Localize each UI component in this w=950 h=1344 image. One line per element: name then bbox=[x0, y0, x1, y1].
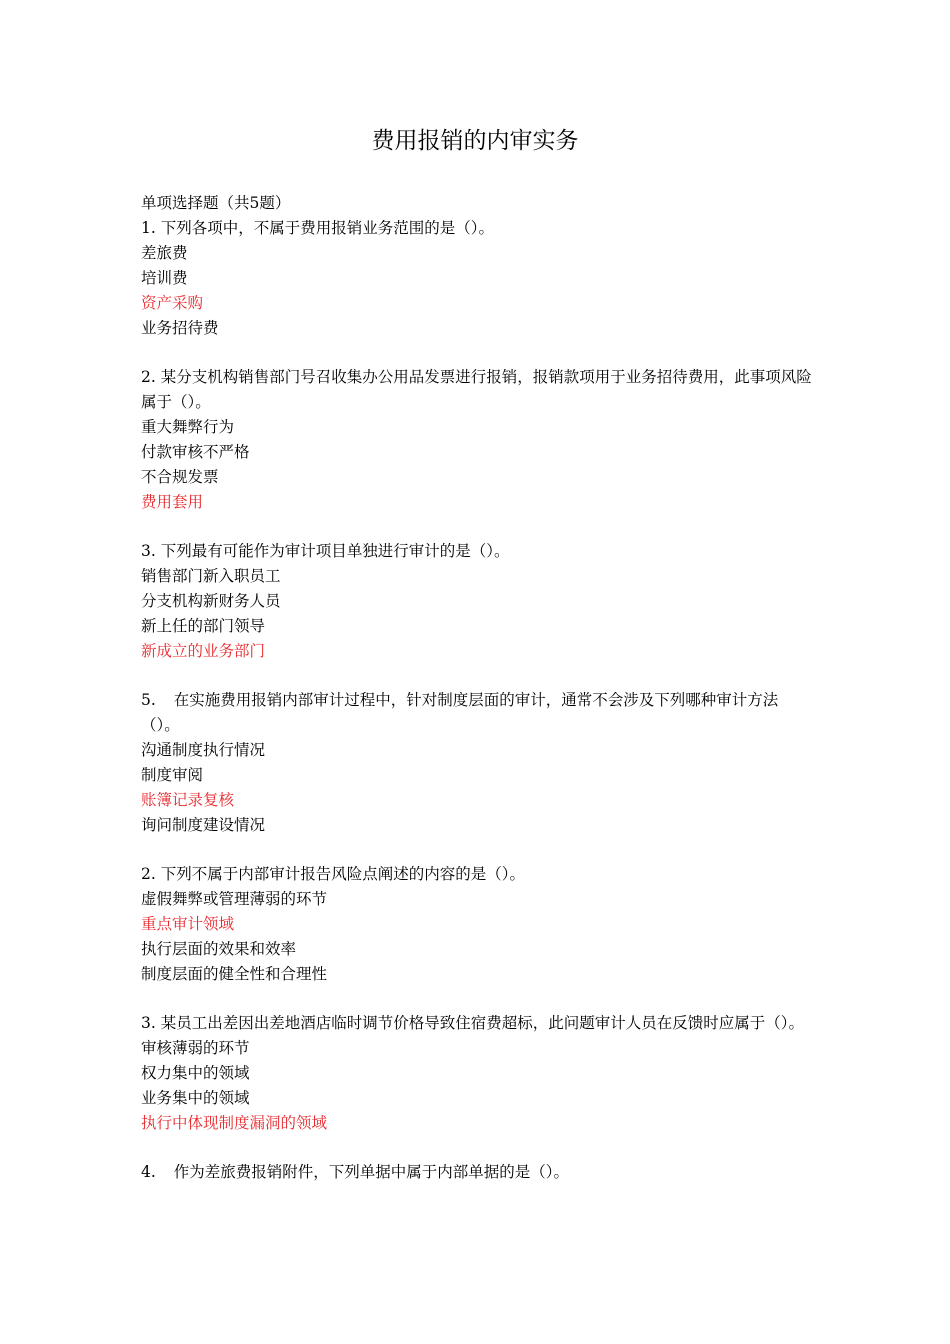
question-number: 2. bbox=[141, 865, 156, 883]
answer-option: 执行层面的效果和效率 bbox=[141, 940, 297, 958]
question-stem bbox=[141, 862, 813, 887]
question-text: 在实施费用报销内部审计过程中，针对制度层面的审计，通常不会涉及下列哪种审计方法（）。 bbox=[141, 691, 779, 734]
answer-option-correct: 资产采购 bbox=[141, 294, 204, 312]
answer-option-correct: 新成立的业务部门 bbox=[141, 642, 266, 660]
answer-option-correct: 重点审计领域 bbox=[141, 915, 235, 933]
answer-option: 业务招待费 bbox=[141, 319, 219, 337]
question-number: 1. bbox=[141, 219, 156, 237]
answer-option: 销售部门新入职员工 bbox=[141, 567, 281, 585]
answer-option: 重大舞弊行为 bbox=[141, 418, 235, 436]
question-text: 作为差旅费报销附件，下列单据中属于内部单据的是（）。 bbox=[173, 1163, 570, 1181]
question-item bbox=[141, 365, 813, 515]
document-title: 费用报销的内审实务 bbox=[371, 128, 579, 154]
document-body bbox=[141, 191, 813, 1209]
question-list bbox=[141, 216, 813, 1185]
answer-option: 不合规发票 bbox=[141, 468, 219, 486]
question-item bbox=[141, 688, 813, 838]
answer-option: 培训费 bbox=[141, 269, 188, 287]
question-text: 某员工出差因出差地酒店临时调节价格导致住宿费超标，此问题审计人员在反馈时应属于（）。 bbox=[160, 1014, 804, 1032]
question-item bbox=[141, 1160, 813, 1185]
answer-option: 差旅费 bbox=[141, 244, 188, 262]
answer-option: 制度层面的健全性和合理性 bbox=[141, 965, 328, 983]
answer-option: 询问制度建设情况 bbox=[141, 816, 266, 834]
answer-option-correct: 执行中体现制度漏洞的领域 bbox=[141, 1114, 328, 1132]
answer-option: 新上任的部门领导 bbox=[141, 617, 266, 635]
question-text: 下列各项中，不属于费用报销业务范围的是（）。 bbox=[160, 219, 494, 237]
question-text: 下列最有可能作为审计项目单独进行审计的是（）。 bbox=[160, 542, 510, 560]
question-number: 5. bbox=[141, 691, 156, 709]
question-stem bbox=[141, 365, 813, 415]
question-number: 3. bbox=[141, 1014, 156, 1032]
question-number: 3. bbox=[141, 542, 156, 560]
answer-option: 分支机构新财务人员 bbox=[141, 592, 281, 610]
question-stem bbox=[141, 1160, 813, 1185]
question-stem bbox=[141, 688, 813, 738]
question-stem bbox=[141, 1011, 813, 1036]
section-label: 单项选择题（共5题） bbox=[141, 194, 291, 212]
answer-option: 审核薄弱的环节 bbox=[141, 1039, 250, 1057]
answer-option: 制度审阅 bbox=[141, 766, 204, 784]
question-text: 某分支机构销售部门号召收集办公用品发票进行报销，报销款项用于业务招待费用，此事项风险属于（）。 bbox=[141, 368, 812, 411]
question-number: 2. bbox=[141, 368, 156, 386]
question-item bbox=[141, 862, 813, 987]
question-stem bbox=[141, 216, 813, 241]
answer-option: 虚假舞弊或管理薄弱的环节 bbox=[141, 890, 328, 908]
answer-option-correct: 费用套用 bbox=[141, 493, 204, 511]
answer-option-correct: 账簿记录复核 bbox=[141, 791, 235, 809]
question-stem bbox=[141, 539, 813, 564]
question-item bbox=[141, 1011, 813, 1136]
question-number: 4. bbox=[141, 1163, 156, 1181]
answer-option: 付款审核不严格 bbox=[141, 443, 250, 461]
question-text: 下列不属于内部审计报告风险点阐述的内容的是（）。 bbox=[160, 865, 525, 883]
question-item bbox=[141, 216, 813, 341]
answer-option: 沟通制度执行情况 bbox=[141, 741, 266, 759]
question-item bbox=[141, 539, 813, 664]
answer-option: 业务集中的领域 bbox=[141, 1089, 250, 1107]
answer-option: 权力集中的领域 bbox=[141, 1064, 250, 1082]
